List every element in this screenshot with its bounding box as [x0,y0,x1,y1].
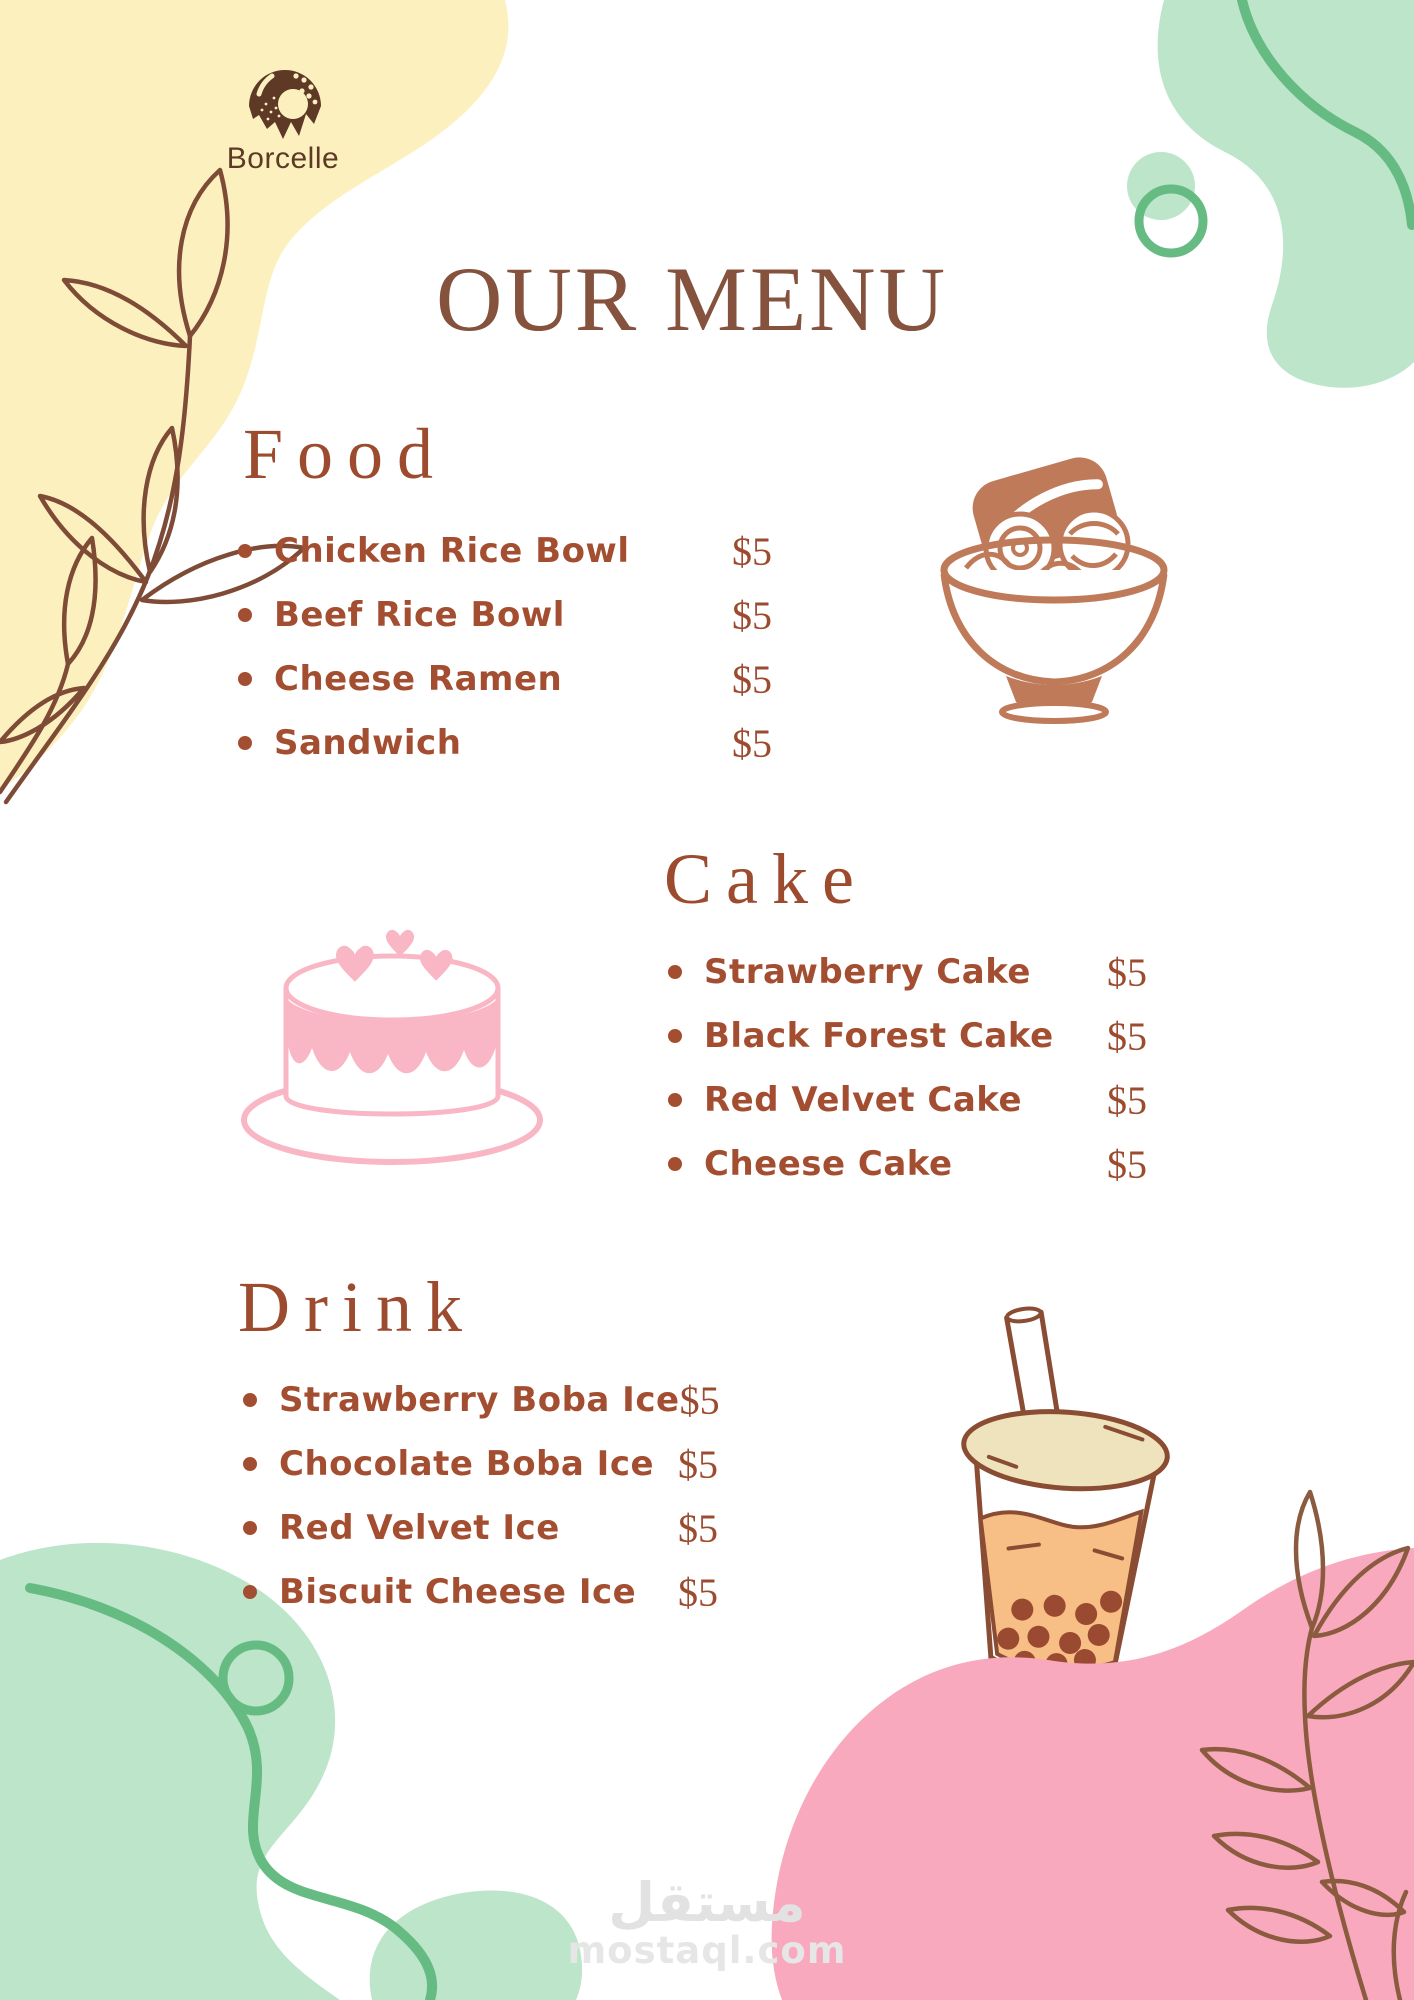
menu-item-name: Black Forest Cake [704,1016,1054,1056]
watermark-arabic-text: مستقل [608,1871,806,1934]
menu-item [668,1004,1147,1068]
menu-item-price: $5 [678,1505,718,1551]
menu-item [668,1068,1147,1132]
section-heading-food: Food [243,414,448,494]
menu-item [243,1432,718,1496]
menu-item-price: $5 [1107,949,1147,995]
section-heading-drink: Drink [238,1267,476,1347]
bullet-icon [668,965,682,979]
menu-item-name: Chicken Rice Bowl [274,531,630,571]
menu-item-name: Strawberry Cake [704,952,1031,992]
cake-item-list [668,940,1147,1196]
menu-item-price: $5 [1107,1077,1147,1123]
menu-item [668,1132,1147,1196]
bullet-icon [243,1585,257,1599]
menu-item-name: Cheese Ramen [274,659,563,699]
menu-item-price: $5 [679,1377,720,1423]
bullet-icon [668,1093,682,1107]
boba-drink-illustration [948,1302,1177,1682]
menu-item-name: Red Velvet Ice [279,1508,560,1548]
menu-item-price: $5 [732,592,772,638]
menu-item-name: Red Velvet Cake [704,1080,1023,1120]
watermark [0,1871,1414,1972]
bullet-icon [238,736,252,750]
menu-item-name: Cheese Cake [704,1144,953,1184]
menu-item [243,1560,718,1624]
drink-item-list [243,1368,718,1624]
menu-item [668,940,1147,1004]
ramen-bowl-illustration [944,451,1164,721]
cake-illustration [244,930,540,1162]
section-heading-cake: Cake [664,839,868,919]
menu-item-price: $5 [732,720,772,766]
bullet-icon [243,1457,257,1471]
menu-item-price: $5 [1107,1141,1147,1187]
bullet-icon [238,544,252,558]
bullet-icon [668,1157,682,1171]
menu-item-price: $5 [732,528,772,574]
brand-name: Borcelle [226,142,340,175]
menu-item-price: $5 [1107,1013,1147,1059]
menu-item [238,647,772,711]
menu-item-name: Beef Rice Bowl [274,595,565,635]
menu-item-name: Strawberry Boba Ice [279,1380,680,1420]
menu-item-name: Sandwich [274,723,462,763]
bullet-icon [668,1029,682,1043]
menu-item [243,1496,718,1560]
food-item-list [238,519,772,775]
menu-item [238,519,772,583]
watermark-domain-text: mostaql.com [567,1929,847,1972]
page-title: OUR MENU [435,248,949,350]
menu-item-name: Chocolate Boba Ice [279,1444,655,1484]
menu-item [243,1368,718,1432]
menu-item-price: $5 [732,656,772,702]
menu-item [238,583,772,647]
bullet-icon [238,608,252,622]
bullet-icon [243,1393,257,1407]
menu-item-name: Biscuit Cheese Ice [279,1572,637,1612]
bullet-icon [243,1521,257,1535]
menu-item [238,711,772,775]
bullet-icon [238,672,252,686]
menu-item-price: $5 [678,1569,718,1615]
menu-item-price: $5 [678,1441,718,1487]
